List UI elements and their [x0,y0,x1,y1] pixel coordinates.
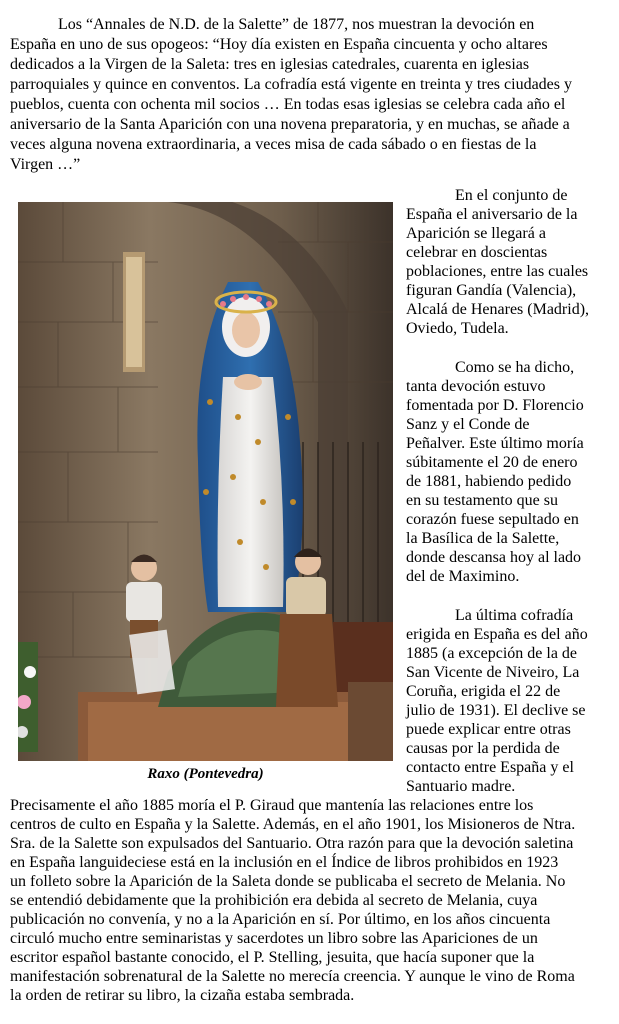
side-line: súbitamente el 20 de enero [406,454,578,471]
side-line: España el aniversario de la [406,206,578,223]
closing-line: circuló mucho entre seminaristas y sacerdotes un libro sobre las Apariciones de un [10,930,538,947]
closing-line: Precisamente el año 1885 moría el P. Giraud que mantenía las relaciones entre los [10,797,534,814]
intro-line: parroquiales y quince en conventos. La cofradía está vigente en treinta y tres ciudades y [10,76,572,93]
side-line: Santuario madre. [406,778,516,795]
side-line: Oviedo, Tudela. [406,320,509,337]
side-line: julio de 1931). El declive se [406,702,586,719]
side-line: en su testamento que su [406,492,558,509]
side-line: corazón fuese sepultado en [406,511,579,528]
closing-line: escritor español bastante conocido, el P. Stelling, jesuita, que hacía suponer que la [10,949,535,966]
side-line: 1885 (a excepción de la de [406,645,578,662]
side-line: figuran Gandía (Valencia), [406,282,577,299]
side-line: causas por la perdida de [406,740,560,757]
closing-line: en España languideciese está en la inclusión en el Índice de libros prohibidos en 1923 [10,854,559,871]
side-line: de 1881, habiendo pedido [406,473,572,490]
intro-line: España en uno de sus opogeos: “Hoy día existen en España cincuenta y ocho altares [10,36,548,53]
side-line: San Vicente de Niveiro, La [406,664,580,681]
side-line: donde descansa hoy al lado [406,549,582,566]
closing-line: centros de culto en España y la Salette. Además, en el año 1901, los Misioneros de Ntra. [10,816,576,833]
closing-line: publicación no convenía, y no a la Aparición en sí. Por último, en los años cincuenta [10,911,551,928]
intro-line: Virgen …” [10,156,81,173]
side-line: Sanz y el Conde de [406,416,530,433]
statue-photograph [18,202,393,761]
closing-line: se entendió debidamente que la prohibición era debida al secreto de Melania, cuya [10,892,538,909]
side-line: Coruña, erigida el 22 de [406,683,561,700]
side-line: la Basílica de la Salette, [406,530,560,547]
side-line: Alcalá de Henares (Madrid), [406,301,590,318]
intro-line: aniversario de la Santa Aparición con una novena preparatoria, y en muchas, se añade a [10,116,570,133]
intro-line: pueblos, cuenta con ochenta mil socios … En todas esas iglesias se celebra cada año el [10,96,566,113]
side-line: Aparición se llegará a [406,225,546,242]
side-line: fomentada por D. Florencio [406,397,584,414]
side-line: tanta devoción estuvo [406,378,546,395]
side-line: del de Maximino. [406,568,520,585]
side-line: En el conjunto de [455,187,568,204]
closing-line: manifestación sobrenatural de la Salette no merecía creencia. Y aunque le vino de Roma [10,968,575,985]
intro-line: dedicados a la Virgen de la Saleta: tres en iglesias catedrales, cuarenta en iglesias [10,56,530,73]
closing-line: un folleto sobre la Aparición de la Saleta donde se publicaba el secreto de Melania. No [10,873,566,890]
side-line: La última cofradía [455,607,574,624]
intro-line: Los “Annales de N.D. de la Salette” de 1877, nos muestran la devoción en [58,16,535,33]
side-line: contacto entre España y el [406,759,574,776]
side-line: poblaciones, entre las cuales [406,263,589,280]
photo-caption: Raxo (Pontevedra) [147,766,264,782]
intro-line: veces alguna novena extraordinaria, a veces misa de cada sábado o en fiestas de la [10,136,537,153]
side-line: erigida en España es del año [406,626,588,643]
closing-line: Sra. de la Salette son expulsados del Santuario. Otra razón para que la devoción saletina [10,835,574,852]
closing-line: la orden de retirar su libro, la cizaña estaba sembrada. [10,987,355,1004]
side-line: Peñalver. Este último moría [406,435,584,452]
side-line: puede explicar entre otras [406,721,571,738]
side-line: celebrar en doscientas [406,244,548,261]
side-line: Como se ha dicho, [455,359,575,376]
